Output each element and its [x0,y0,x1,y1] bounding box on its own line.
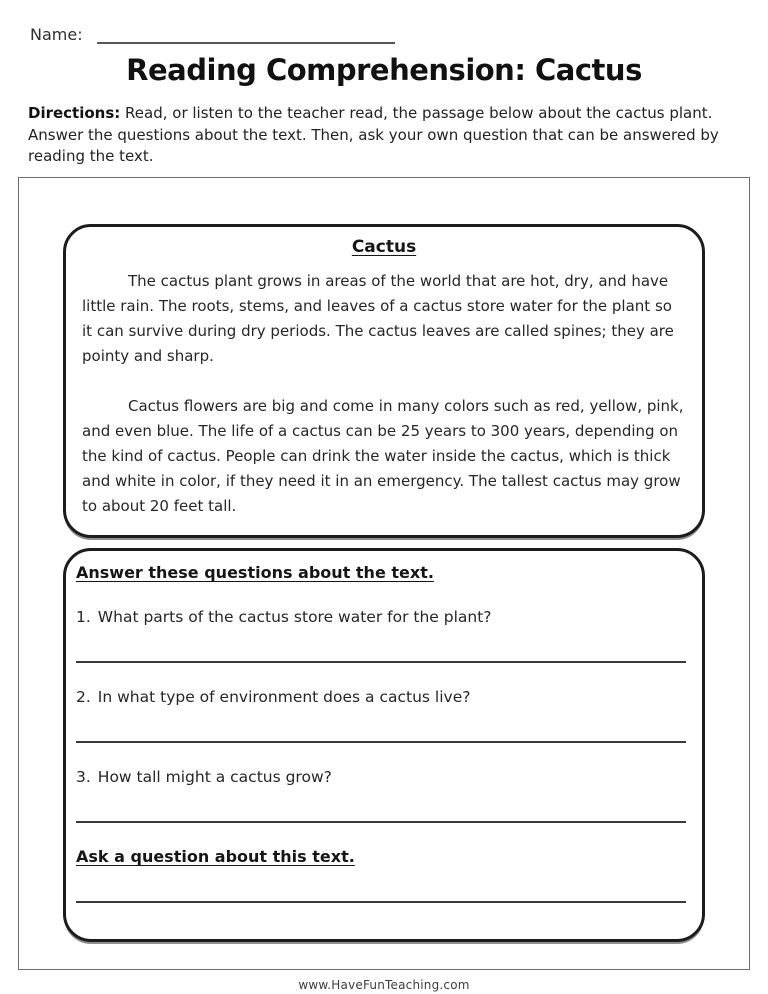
question-3 [76,767,692,823]
question-1-text [76,607,692,627]
directions-text: Read, or listen to the teacher read, the passage below about the cactus plant. Answer the questions about the text. Then, ask your own question that can be answered by reading the text. [28,104,719,166]
worksheet-frame [18,177,750,970]
answer-line-3 [76,821,686,823]
footer-url: www.HaveFunTeaching.com [298,977,470,992]
question-1 [76,607,692,663]
name-row [30,20,768,44]
page-title: Reading Comprehension: Cactus [126,53,642,87]
passage-paragraph-1: The cactus plant grows in areas of the world that are hot, dry, and have little rain. The roots, stems, and leaves of a cactus store water for the plant so it can survive during dry periods. The cactus leaves are called spines; they are pointy and sharp. [82,271,674,365]
ask-question-heading: Ask a question about this text. [76,846,355,866]
question-2-text [76,687,692,707]
directions-label: Directions: [28,104,121,123]
question-2-number: 2. [76,687,91,706]
question-2 [76,687,692,743]
questions-box [63,548,705,942]
question-1-label: What parts of the cactus store water for the plant? [97,607,492,626]
directions [28,103,742,168]
ask-answer-line [76,901,686,903]
question-1-number: 1. [76,607,91,626]
question-3-text [76,767,692,787]
passage-paragraph-2: Cactus flowers are big and come in many colors such as red, yellow, pink, and even blue. The life of a cactus can be 25 years to 300 years, depending on the kind of cactus. People can drink the water inside the cactus, which is thick and white in color, if they need it in an emergency. The tallest cactus may grow to about 20 feet tall. [82,396,684,515]
question-2-label: In what type of environment does a cactus live? [97,687,471,706]
answer-line-1 [76,661,686,663]
name-label: Name: [30,25,83,44]
name-blank-line [97,24,395,44]
questions-heading: Answer these questions about the text. [76,562,434,582]
passage-heading: Cactus [351,236,417,257]
question-3-label: How tall might a cactus grow? [97,767,332,786]
answer-line-2 [76,741,686,743]
question-3-number: 3. [76,767,91,786]
passage-box [63,224,705,538]
